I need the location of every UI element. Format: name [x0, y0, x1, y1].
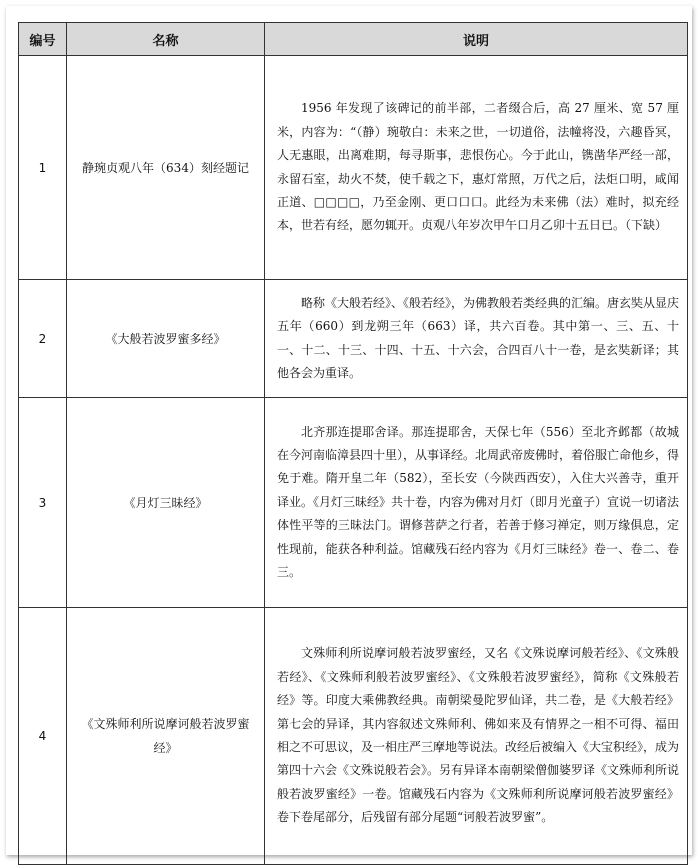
row-description: 1956 年发现了该碑记的前半部，二者缀合后，高 27 厘米、宽 57 厘米，内容为：“（静）琬敬白：未来之世，一切道俗，法幢将没，六趣昏冥，人无惠眼，出离难期，每寻斯事，悲恨伤心。今于此山，镌凿华严经一部，永留石室，劫火不焚，使千载之下，惠灯常照，万代之后，法炬口明，咸闻正道、□□□□，乃至金刚、更口口口。此经为未来佛（法）难时，拟充经本，世若有经，愿勿辄开。贞观八年岁次甲午口月乙卯十五日已。（下缺）: [265, 56, 688, 280]
header-description: 说明: [265, 23, 688, 56]
document-frame: [6, 6, 692, 855]
table-header-row: [19, 23, 688, 56]
sutra-table: [18, 22, 688, 865]
row-description: 略称《大般若经》、《般若经》，为佛教般若类经典的汇编。唐玄奘从显庆五年（660）到龙朔三年（663）译，共六百卷。其中第一、三、五、十一、十二、十三、十四、十五、十六会，合四百八十一卷，是玄奘新译；其他各会为重译。: [265, 280, 688, 398]
table-row: [19, 398, 688, 608]
row-name: 《大般若波罗蜜多经》: [67, 280, 265, 398]
table-row: [19, 56, 688, 280]
table-row: [19, 608, 688, 865]
table-row: [19, 280, 688, 398]
row-number: 2: [19, 280, 67, 398]
row-description: 文殊师利所说摩诃般若波罗蜜经，又名《文殊说摩诃般若经》、《文殊般若经》、《文殊师利般若波罗蜜经》、《文殊般若波罗蜜经》，简称《文殊般若经》等。印度大乘佛教经典。南朝梁曼陀罗仙译，共二卷，是《大般若经》第七会的异译，其内容叙述文殊师利、佛如来及有情界之一相不可得、福田相之不可思议，及一相庄严三摩地等说法。改经后被编入《大宝积经》，成为第四十六会《文殊说般若会》。另有异译本南朝梁僧伽婆罗译《文殊师利所说般若波罗蜜经》一卷。馆藏残石内容为《文殊师利所说摩诃般若波罗蜜经》卷下卷尾部分，后残留有部分尾题“诃般若波罗蜜”。: [265, 608, 688, 865]
row-name: 《文殊师利所说摩诃般若波罗蜜经》: [67, 608, 265, 865]
row-description: 北齐那连提耶舍译。那连提耶舍，天保七年（556）至北齐邺都（故城在今河南临漳县四十里），从事译经。北周武帝废佛时，着俗服亡命他乡，得免于难。隋开皇二年（582），至长安（今陕西西安），入住大兴善寺，重开译业。《月灯三昧经》共十卷，内容为佛对月灯（即月光童子）宣说一切诸法体性平等的三昧法门。谓修菩萨之行者，若善于修习禅定，则万缘俱息，定性现前，能获各种利益。馆藏残石经内容为《月灯三昧经》卷一、卷二、卷三。: [265, 398, 688, 608]
row-name: 《月灯三昧经》: [67, 398, 265, 608]
header-number: 编号: [19, 23, 67, 56]
row-number: 1: [19, 56, 67, 280]
row-number: 3: [19, 398, 67, 608]
header-name: 名称: [67, 23, 265, 56]
row-number: 4: [19, 608, 67, 865]
row-name: 静琬贞观八年（634）刻经题记: [67, 56, 265, 280]
